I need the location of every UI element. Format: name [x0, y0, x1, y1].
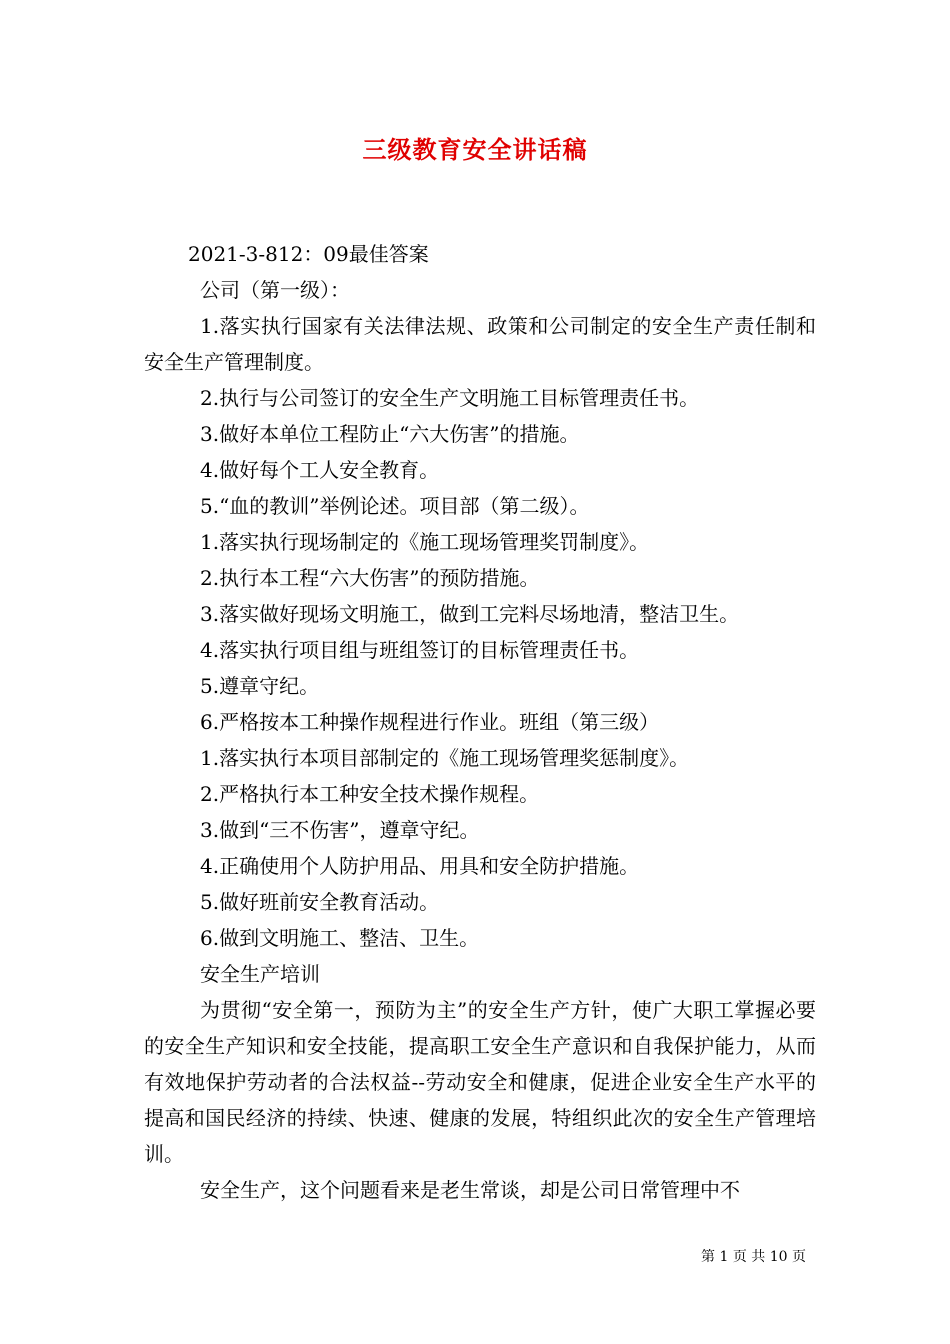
project-item: 5.遵章守纪。	[200, 674, 320, 698]
last-paragraph: 安全生产，这个问题看来是老生常谈，却是公司日常管理中不	[200, 1178, 740, 1202]
team-item: 4.正确使用个人防护用品、用具和安全防护措施。	[200, 854, 640, 878]
document-body	[144, 236, 816, 1208]
team-item: 2.严格执行本工种安全技术操作规程。	[200, 782, 540, 806]
company-item: 1.落实执行国家有关法律法规、政策和公司制定的安全生产责任制和安全生产管理制度。	[144, 314, 816, 374]
project-item: 2.执行本工程“六大伤害”的预防措施。	[200, 566, 540, 590]
team-item: 5.做好班前安全教育活动。	[200, 890, 440, 914]
document-title: 三级教育安全讲话稿	[362, 135, 588, 164]
page-footer: 第 1 页 共 10 页	[701, 1249, 806, 1265]
company-item: 2.执行与公司签订的安全生产文明施工目标管理责任书。	[200, 386, 700, 410]
company-item: 5.“血的教训”举例论述。项目部（第二级）。	[200, 494, 590, 518]
team-item: 3.做到“三不伤害”，遵章守纪。	[200, 818, 480, 842]
team-item: 6.做到文明施工、整洁、卫生。	[200, 926, 480, 950]
project-item: 6.严格按本工种操作规程进行作业。班组（第三级）	[200, 710, 660, 734]
date-line: 2021-3-812：09最佳答案	[188, 242, 429, 266]
company-item: 3.做好本单位工程防止“六大伤害”的措施。	[200, 422, 580, 446]
training-heading: 安全生产培训	[200, 962, 320, 986]
project-item: 4.落实执行项目组与班组签订的目标管理责任书。	[200, 638, 640, 662]
company-heading: 公司（第一级）：	[200, 278, 350, 302]
project-item: 1.落实执行现场制定的《施工现场管理奖罚制度》。	[200, 530, 650, 554]
team-item: 1.落实执行本项目部制定的《施工现场管理奖惩制度》。	[200, 746, 690, 770]
project-item: 3.落实做好现场文明施工，做到工完料尽场地清，整洁卫生。	[200, 602, 740, 626]
company-item: 4.做好每个工人安全教育。	[200, 458, 440, 482]
training-paragraph: 为贯彻“安全第一，预防为主”的安全生产方针，使广大职工掌握必要的安全生产知识和安全技能，提高职工安全生产意识和自我保护能力，从而有效地保护劳动者的合法权益--劳动安全和健康，促进企业安全生产水平的提高和国民经济的持续、快速、健康的发展，特组织此次的安全生产管理培训。	[144, 998, 816, 1166]
